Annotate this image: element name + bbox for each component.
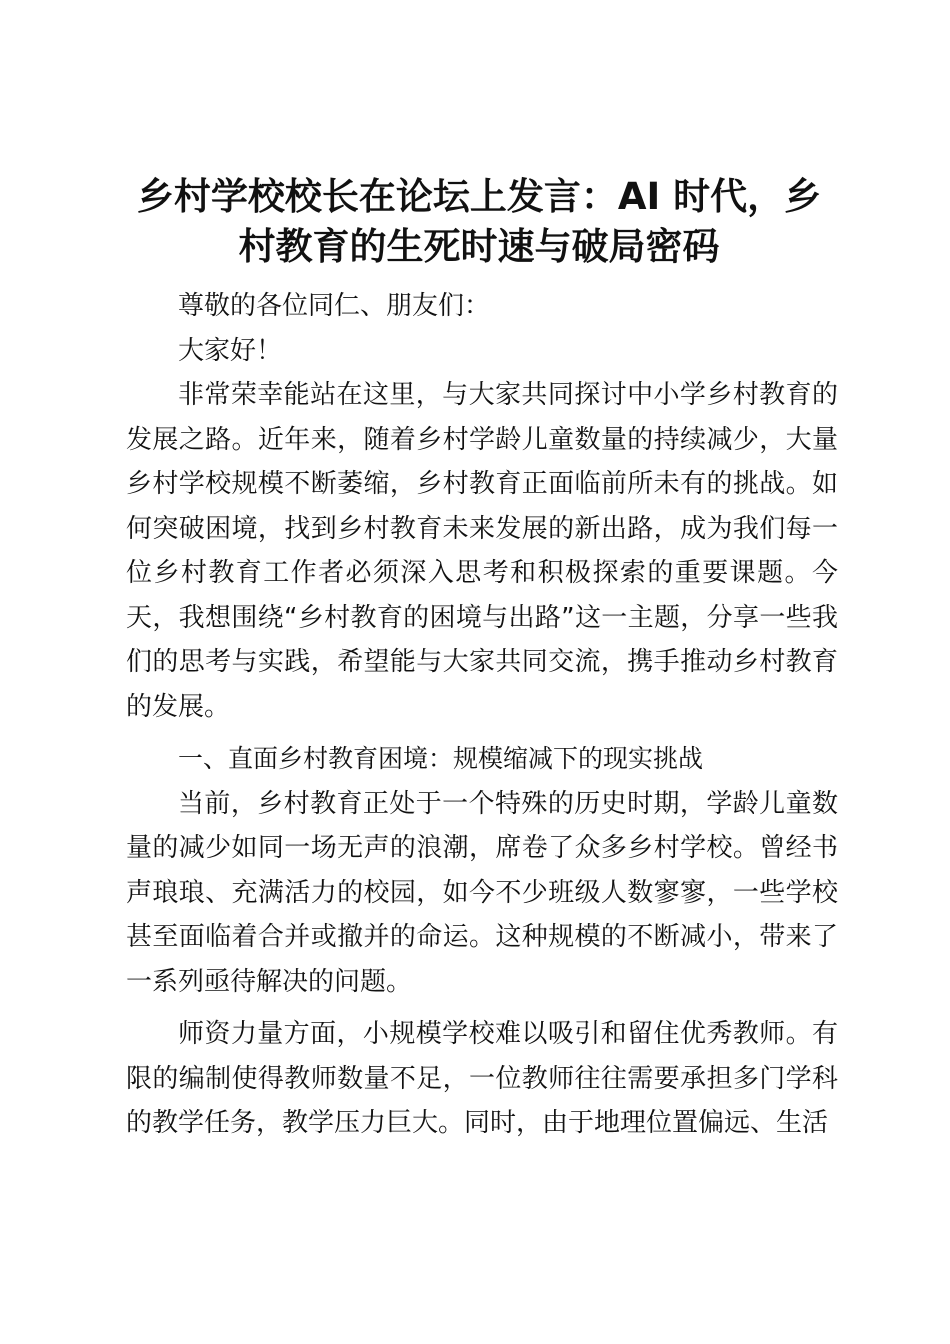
document-title: 乡村学校校长在论坛上发言：AI 时代，乡村教育的生死时速与破局密码 [136, 175, 822, 268]
salutation: 尊敬的各位同仁、朋友们： [178, 291, 491, 321]
section-heading-1: 一、直面乡村教育困境：规模缩减下的现实挑战 [178, 744, 704, 773]
paragraph-intro: 非常荣幸能站在这里，与大家共同探讨中小学乡村教育的发展之路。近年来，随着乡村学龄儿童数量的持续减少，大量乡村学校规模不断萎缩，乡村教育正面临前所未有的挑战。如何突破困境，找到乡村教育未来发展的新出路，成为我们每一位乡村教育工作者必须深入思考和积极探索的重要课题。今天，我想围绕“乡村教育的困境与出路”这一主题，分享一些我们的思考与实践，希望能与大家共同交流，携手推动乡村教育的发展。 [126, 380, 838, 722]
paragraph-current-situation: 当前，乡村教育正处于一个特殊的历史时期，学龄儿童数量的减少如同一场无声的浪潮，席卷了众多乡村学校。曾经书声琅琅、充满活力的校园，如今不少班级人数寥寥，一些学校甚至面临着合并或撤并的命运。这种规模的不断减小，带来了一系列亟待解决的问题。 [126, 788, 838, 997]
greeting: 大家好！ [178, 335, 283, 366]
document-body [126, 284, 838, 1146]
paragraph-teachers: 师资力量方面，小规模学校难以吸引和留住优秀教师。有限的编制使得教师数量不足，一位教师往往需要承担多门学科的教学任务，教学压力巨大。同时，由于地理位置偏远、生活 [126, 1019, 838, 1138]
